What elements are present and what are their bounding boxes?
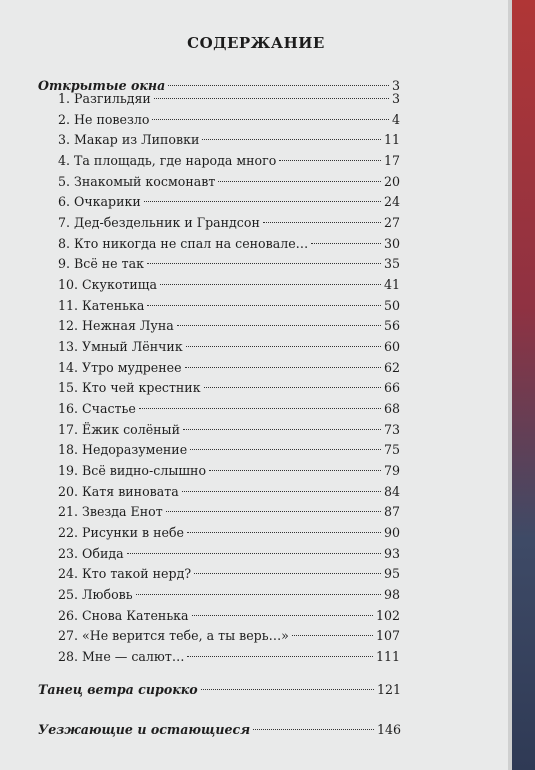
toc-chapter-row <box>58 399 400 419</box>
chapter-page-number: 41 <box>383 276 400 292</box>
dot-leader <box>160 284 381 285</box>
dot-leader <box>154 98 389 99</box>
chapter-title: 11. Катенька <box>58 297 145 313</box>
dot-leader <box>152 119 389 120</box>
chapter-title: 13. Умный Лёнчик <box>58 338 183 354</box>
chapter-page-number: 93 <box>383 545 400 561</box>
section-page-number: 3 <box>391 78 400 93</box>
toc-chapter-row <box>58 337 400 357</box>
chapter-page-number: 73 <box>383 421 400 437</box>
chapter-page-number: 20 <box>383 173 400 189</box>
toc-chapter-row <box>58 213 400 233</box>
chapter-title: 19. Всё видно-слышно <box>58 462 207 478</box>
chapter-title: 25. Любовь <box>58 586 133 602</box>
chapter-title: 18. Недоразумение <box>58 442 188 458</box>
dot-leader <box>147 263 381 264</box>
dot-leader <box>292 635 373 636</box>
chapter-page-number: 60 <box>383 338 400 354</box>
chapter-title: 10. Скукотища <box>58 276 157 292</box>
chapter-title: 26. Снова Катенька <box>58 607 189 623</box>
chapter-page-number: 50 <box>383 297 400 313</box>
toc-chapter-row <box>58 523 400 543</box>
dot-leader <box>147 305 381 306</box>
dot-leader <box>136 594 381 595</box>
dot-leader <box>204 387 381 388</box>
chapter-page-number: 17 <box>383 152 400 168</box>
chapter-title: 23. Обида <box>58 545 124 561</box>
toc-chapter-row <box>58 544 400 564</box>
toc-chapter-row <box>58 192 400 212</box>
section-label: Танец ветра сирокко <box>38 682 198 697</box>
toc-chapter-row <box>58 585 400 605</box>
dot-leader <box>185 367 381 368</box>
chapter-page-number: 27 <box>383 214 400 230</box>
toc-section-leaving-staying <box>38 720 401 740</box>
section-page-number: 121 <box>376 682 401 697</box>
chapter-page-number: 30 <box>383 235 400 251</box>
chapter-title: 4. Та площадь, где народа много <box>58 152 277 168</box>
chapter-page-number: 90 <box>383 524 400 540</box>
chapter-page-number: 3 <box>391 91 400 106</box>
chapter-title: 8. Кто никогда не спал на сеновале… <box>58 235 309 251</box>
toc-chapter-row <box>58 89 400 109</box>
toc-chapter-row <box>58 151 400 171</box>
chapter-page-number: 111 <box>375 648 400 664</box>
dot-leader <box>209 470 381 471</box>
chapter-page-number: 95 <box>383 566 400 582</box>
toc-chapter-row <box>58 130 400 150</box>
chapter-page-number: 4 <box>391 111 400 127</box>
section-label: Уезжающие и остающиеся <box>38 722 251 737</box>
chapter-title: 28. Мне — салют… <box>58 648 185 664</box>
chapter-title: 3. Макар из Липовки <box>58 132 200 148</box>
toc-chapter-row <box>58 626 400 646</box>
chapter-title: 2. Не повезло <box>58 111 150 127</box>
dot-leader <box>166 511 381 512</box>
dot-leader <box>186 346 381 347</box>
chapter-page-number: 107 <box>375 628 400 644</box>
dot-leader <box>127 553 381 554</box>
toc-section-sirocco <box>38 680 401 700</box>
chapter-title: 12. Нежная Луна <box>58 318 174 334</box>
toc-chapter-row <box>58 172 400 192</box>
chapter-page-number: 84 <box>383 483 400 499</box>
dot-leader <box>192 615 373 616</box>
chapter-page-number: 24 <box>383 194 400 210</box>
dot-leader <box>279 160 381 161</box>
toc-chapter-row <box>58 420 400 440</box>
chapter-title: 21. Звезда Енот <box>58 504 163 520</box>
dot-leader <box>187 532 381 533</box>
dot-leader <box>139 408 381 409</box>
dot-leader <box>177 325 381 326</box>
chapter-title: 15. Кто чей крестник <box>58 380 201 396</box>
dot-leader <box>263 222 381 223</box>
page-title: СОДЕРЖАНИЕ <box>187 34 325 52</box>
chapter-title: 6. Очкарики <box>58 194 141 210</box>
chapter-page-number: 11 <box>383 132 400 148</box>
section-page-number: 146 <box>376 722 401 737</box>
chapter-title: 1. Разгильдяи <box>58 91 151 106</box>
chapter-title: 24. Кто такой нерд? <box>58 566 192 582</box>
dot-leader <box>187 656 372 657</box>
chapter-page-number: 35 <box>383 256 400 272</box>
dot-leader <box>168 85 389 86</box>
chapter-page-number: 102 <box>375 607 400 623</box>
chapter-page-number: 79 <box>383 462 400 478</box>
dot-leader <box>194 573 381 574</box>
dot-leader <box>201 689 374 690</box>
chapter-page-number: 75 <box>383 442 400 458</box>
dot-leader <box>182 491 381 492</box>
toc-chapter-row <box>58 296 400 316</box>
chapter-title: 7. Дед-бездельник и Грандсон <box>58 214 260 230</box>
toc-chapter-row <box>58 564 400 584</box>
chapter-title: 22. Рисунки в небе <box>58 524 184 540</box>
chapter-title: 17. Ёжик солёный <box>58 421 180 437</box>
chapter-title: 5. Знакомый космонавт <box>58 173 216 189</box>
toc-chapter-row <box>58 358 400 378</box>
toc-chapter-row <box>58 234 400 254</box>
toc-chapter-row <box>58 606 400 626</box>
chapter-page-number: 62 <box>383 359 400 375</box>
chapter-title: 20. Катя виновата <box>58 483 179 499</box>
toc-chapter-row <box>58 440 400 460</box>
chapter-title: 16. Счастье <box>58 400 136 416</box>
chapter-page-number: 66 <box>383 380 400 396</box>
toc-chapter-row <box>58 110 400 130</box>
chapter-title: 14. Утро мудренее <box>58 359 182 375</box>
toc-chapter-row <box>58 502 400 522</box>
toc-chapter-row <box>58 254 400 274</box>
chapter-page-number: 68 <box>383 400 400 416</box>
dot-leader <box>218 181 381 182</box>
chapter-page-number: 98 <box>383 586 400 602</box>
dot-leader <box>202 139 381 140</box>
chapter-title: 9. Всё не так <box>58 256 144 272</box>
dot-leader <box>253 729 374 730</box>
dot-leader <box>144 201 381 202</box>
dot-leader <box>183 429 381 430</box>
book-spine <box>512 0 535 770</box>
toc-chapter-row <box>58 482 400 502</box>
chapter-title: 27. «Не верится тебе, а ты верь…» <box>58 628 289 644</box>
dot-leader <box>311 243 381 244</box>
section-label: Открытые окна <box>38 78 166 93</box>
dot-leader <box>190 449 381 450</box>
toc-chapter-row <box>58 378 400 398</box>
toc-chapter-row <box>58 275 400 295</box>
toc-chapter-row <box>58 316 400 336</box>
toc-chapter-row <box>58 647 400 667</box>
toc-chapter-row <box>58 461 400 481</box>
chapter-page-number: 56 <box>383 318 400 334</box>
chapter-page-number: 87 <box>383 504 400 520</box>
